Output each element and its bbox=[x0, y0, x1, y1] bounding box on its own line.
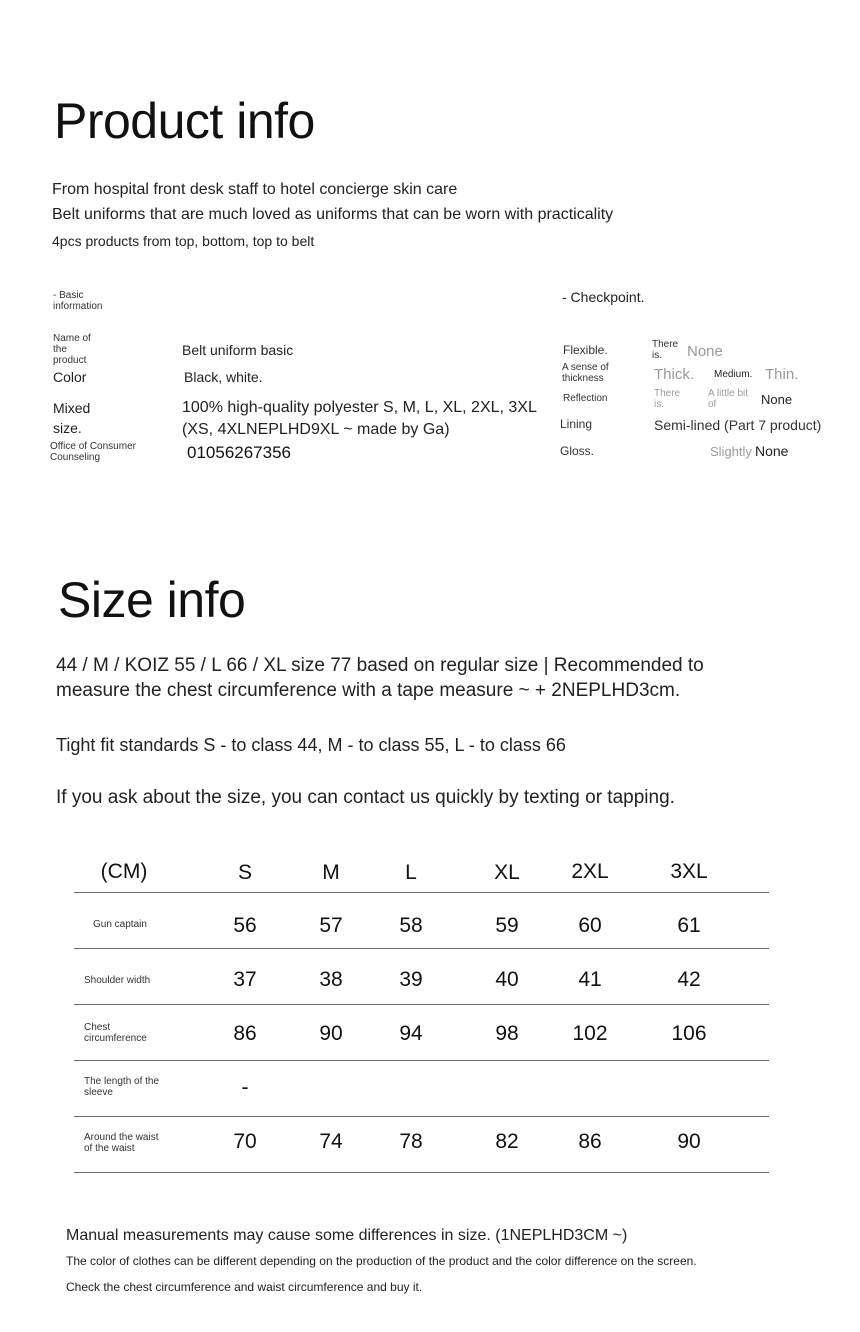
footer-note-2: The color of clothes can be different depending on the production of the product and the color difference on the screen. bbox=[66, 1254, 697, 1268]
table-divider bbox=[74, 892, 769, 893]
column-header: S bbox=[237, 861, 252, 884]
column-header: L bbox=[405, 861, 417, 884]
table-cell: - bbox=[241, 1076, 249, 1099]
size-paragraph-1: 44 / M / KOIZ 55 / L 66 / XL size 77 based on regular size | Recommended to measure the chest circumference with a tape measure ~ + 2NEPLHD3cm. bbox=[56, 655, 704, 701]
table-divider bbox=[74, 948, 769, 949]
table-cell: 94 bbox=[399, 1022, 423, 1045]
table-cell: 37 bbox=[233, 968, 257, 991]
reflection-label: Reflection bbox=[563, 393, 608, 404]
column-header: XL bbox=[494, 861, 520, 884]
gloss-label: Gloss. bbox=[560, 444, 595, 458]
table-cell: 56 bbox=[233, 914, 257, 937]
table-cell: 42 bbox=[677, 968, 701, 991]
lining-value: Semi-lined (Part 7 product) bbox=[654, 417, 822, 433]
color-value: Black, white. bbox=[184, 369, 263, 385]
row-label: Around the waist of the waist bbox=[84, 1132, 159, 1154]
table-cell: 40 bbox=[495, 968, 519, 991]
table-cell: 60 bbox=[578, 914, 602, 937]
table-cell: 90 bbox=[319, 1022, 343, 1045]
table-divider bbox=[74, 1116, 769, 1117]
product-info-title: Product info bbox=[54, 93, 315, 149]
intro-line-3: 4pcs products from top, bottom, top to belt bbox=[52, 233, 315, 249]
reflection-option-none: None bbox=[761, 392, 793, 407]
table-cell: 57 bbox=[319, 914, 343, 937]
table-cell: 39 bbox=[399, 968, 423, 991]
product-name-label: Name of the product bbox=[53, 333, 91, 366]
checkpoint-header: - Checkpoint. bbox=[562, 289, 645, 305]
flexible-label: Flexible. bbox=[563, 343, 608, 357]
table-cell: 59 bbox=[495, 914, 519, 937]
table-cell: 86 bbox=[233, 1022, 257, 1045]
intro-line-2: Belt uniforms that are much loved as uniforms that can be worn with practicality bbox=[52, 206, 614, 223]
table-cell: 86 bbox=[578, 1130, 602, 1153]
table-cell: 82 bbox=[495, 1130, 519, 1153]
table-cell: 41 bbox=[578, 968, 602, 991]
thickness-label: A sense of thickness bbox=[562, 362, 609, 384]
table-cell: 98 bbox=[495, 1022, 519, 1045]
thickness-option-thick: Thick. bbox=[654, 366, 695, 383]
row-label: Shoulder width bbox=[84, 975, 151, 986]
table-cell: 58 bbox=[399, 914, 423, 937]
table-cell: 74 bbox=[319, 1130, 343, 1153]
size-paragraph-2: Tight fit standards S - to class 44, M - to class 55, L - to class 66 bbox=[56, 735, 566, 755]
table-divider bbox=[74, 1004, 769, 1005]
column-header: 2XL bbox=[571, 860, 609, 883]
column-header: M bbox=[322, 861, 340, 884]
table-cell: 38 bbox=[319, 968, 343, 991]
footer-note-3: Check the chest circumference and waist circumference and buy it. bbox=[66, 1280, 423, 1294]
size-info-title: Size info bbox=[58, 572, 246, 628]
product-name-value: Belt uniform basic bbox=[182, 342, 294, 358]
lining-label: Lining bbox=[560, 417, 593, 431]
gloss-option-slightly: Slightly bbox=[710, 444, 752, 459]
reflection-option-a-little: A little bit of bbox=[708, 388, 749, 410]
thickness-option-thin: Thin. bbox=[765, 366, 799, 383]
table-cell: 102 bbox=[572, 1022, 608, 1045]
column-header: 3XL bbox=[670, 860, 708, 883]
table-cell: 78 bbox=[399, 1130, 423, 1153]
row-label: The length of the sleeve bbox=[84, 1076, 160, 1098]
basic-info-header: - Basic information bbox=[53, 290, 103, 312]
row-label: Gun captain bbox=[93, 919, 147, 930]
mixed-size-value: 100% high-quality polyester S, M, L, XL, 2XL, 3XL (XS, 4XLNEPLHD9XL ~ made by Ga) bbox=[182, 399, 537, 438]
table-divider bbox=[74, 1060, 769, 1061]
flexible-option-none: None bbox=[687, 343, 723, 360]
intro-line-1: From hospital front desk staff to hotel concierge skin care bbox=[52, 181, 458, 198]
table-divider bbox=[74, 1172, 769, 1173]
gloss-option-none: None bbox=[755, 443, 789, 459]
thickness-option-medium: Medium. bbox=[714, 369, 753, 380]
row-label: Chest circumference bbox=[84, 1022, 147, 1044]
size-paragraph-3: If you ask about the size, you can contact us quickly by texting or tapping. bbox=[56, 787, 675, 808]
flexible-option-there-is: There is. bbox=[652, 339, 679, 361]
office-label: Office of Consumer Counseling bbox=[50, 441, 136, 463]
table-cell: 70 bbox=[233, 1130, 257, 1153]
office-phone: 01056267356 bbox=[187, 443, 292, 462]
table-cell: 61 bbox=[677, 914, 701, 937]
footer-note-1: Manual measurements may cause some differences in size. (1NEPLHD3CM ~) bbox=[66, 1227, 628, 1244]
reflection-option-there-is: There is. bbox=[654, 388, 681, 410]
table-unit-header: (CM) bbox=[100, 860, 148, 883]
table-cell: 90 bbox=[677, 1130, 701, 1153]
mixed-size-label: Mixed size. bbox=[53, 400, 91, 436]
table-cell: 106 bbox=[671, 1022, 707, 1045]
color-label: Color bbox=[53, 369, 87, 385]
